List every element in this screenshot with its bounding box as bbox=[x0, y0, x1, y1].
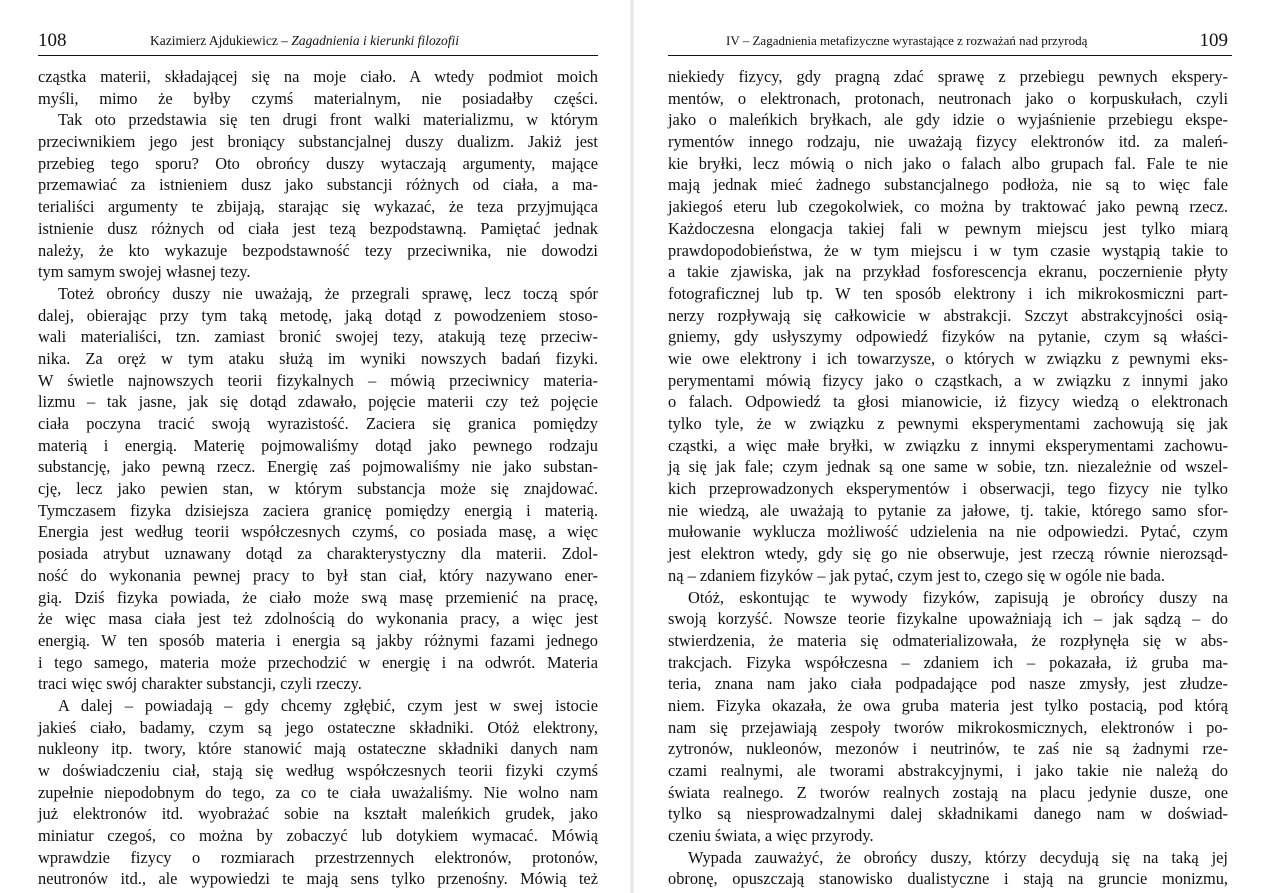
text-line: nam się przejawiają zespoły tworów mikrokosmicznych, elektronów i po- bbox=[668, 717, 1228, 737]
left-body-text bbox=[38, 66, 598, 890]
left-page-number: 108 bbox=[38, 30, 67, 51]
text-line: świata realnego. Z tworów realnych zostają na placu jedynie dusze, one bbox=[668, 782, 1228, 802]
text-line: swoją korzyść. Nowsze teorie fizykalne upoważniają ich – jak sądzą – do bbox=[668, 609, 1228, 629]
text-line: teria, znana nam jako ciała podpadające pod nasze zmysły, jest złudze- bbox=[668, 674, 1228, 694]
text-line: wali materialiści, tzn. zamiast bronić swojej tezy, atakują tezę przeciw- bbox=[38, 327, 598, 347]
text-line: terialiści argumenty te zbijają, starając się wykazać, że teza przyjmująca bbox=[38, 197, 598, 217]
book-gutter bbox=[630, 0, 634, 893]
text-line: perymentami mówią fizycy jako o cząstkach, a w związku z innymi jako bbox=[668, 370, 1228, 390]
text-line: przeciwnikiem jego jest broniący substancjalnej duszy dualizm. Jakiż jest bbox=[38, 132, 598, 152]
header-author: Kazimierz Ajdukiewicz – bbox=[150, 33, 292, 48]
text-line: kie bryłki, lecz mówią o nich jako o falach albo grupach fal. Fale te nie bbox=[668, 153, 1228, 173]
text-line: W świetle najnowszych teorii fizykalnych – mówią przeciwnicy materia- bbox=[38, 370, 598, 390]
text-line: kich przeprowadzonych eksperymentów i obserwacji, tego fizycy nie tylko bbox=[668, 479, 1228, 499]
text-line: neutronów itd., ale wypowiedzi te mają sens tylko przenośny. Mówią też bbox=[38, 869, 598, 889]
text-line: czeniu świata, a więc przyrody. bbox=[668, 826, 874, 846]
text-line: myśli, mimo że byłby czymś materialnym, nie posiadałby części. bbox=[38, 88, 598, 108]
text-line: Otóż, eskontując te wywody fizyków, zapisują je obrońcy duszy na bbox=[688, 587, 1228, 607]
text-line: niem. Fizyka okazała, że owa gruba materia jest tylko postacią, pod którą bbox=[668, 695, 1228, 715]
text-line: Energia jest według teorii współczesnych czymś, co posiada masę, a więc bbox=[38, 522, 598, 542]
text-line: Tymczasem fizyka dzisiejsza zaciera granicę pomiędzy energią i materią. bbox=[38, 500, 598, 520]
text-line: mułowanie wyklucza możliwość udzielenia na nie odpowiedzi. Pytać, czym bbox=[668, 522, 1228, 542]
text-line: przemawiać za istnieniem dusz jako substancji różnych od ciała, a ma- bbox=[38, 175, 598, 195]
text-line: ciała poczyna tracić swoją wyrazistość. Zaciera się granica pomiędzy bbox=[38, 414, 598, 433]
text-line: fotograficznej lub tp. W ten sposób elektrony i ich mikrokosmiczni part- bbox=[668, 283, 1228, 303]
text-line: gią. Dziś fizyka powiada, że ciało może swą masę przemienić na pracę, bbox=[38, 587, 598, 607]
text-line: gniemy, gdy usłyszymy odpowiedź fizyków na pytanie, czym są właści- bbox=[668, 327, 1228, 347]
text-line: już elektronów itd. wyobrażać sobie na kształt maleńkich grudek, jako bbox=[38, 804, 598, 824]
text-line: i tego samego, materia może przechodzić w energię i na odwrót. Materia bbox=[38, 652, 598, 672]
text-line: rymentów innego rodzaju, nie uważają fizycy elektronów itd. za maleń- bbox=[668, 132, 1228, 152]
left-header-rule bbox=[38, 55, 598, 56]
text-line: miniatur czegoś, co można by zobaczyć lub dotykiem wymacać. Mówią bbox=[38, 826, 598, 846]
text-line: mentów, o elektronach, protonach, neutronach jako o korpuskułach, czyli bbox=[668, 88, 1228, 108]
text-line: materią i energią. Materię pojmowaliśmy dotąd jako pewnego rodzaju bbox=[38, 435, 598, 455]
text-line: mają jednak mieć żadnego substancjalnego podłoża, nie są to więc fale bbox=[668, 175, 1228, 195]
text-line: istnienie dusz różnych od ciała jest tezą bezpodstawną. Pamiętać jednak bbox=[38, 218, 598, 238]
text-line: tym samym swojej własnej tezy. bbox=[38, 262, 251, 282]
text-line: niekiedy fizycy, gdy pragną zdać sprawę z przebiegu pewnych ekspery- bbox=[668, 67, 1228, 86]
text-line: a takie zjawiska, jak na przykład fosforescencja ekranu, poczernienie płyty bbox=[668, 262, 1228, 282]
text-line: ną – zdaniem fizyków – jak pytać, czym jest to, czego się w ogóle nie bada. bbox=[668, 565, 1166, 585]
text-line: jako o maleńkich bryłkach, ale gdy idzie o wyjaśnienie przebiegu ekspe- bbox=[668, 110, 1228, 130]
right-header-text: IV – Zagadnienia metafizyczne wyrastające z rozważań nad przyrodą bbox=[726, 33, 1088, 48]
text-line: nie wiedzą, ale uważają to pytanie za jałowe, tj. takie, którego samo sfor- bbox=[668, 500, 1228, 520]
text-line: traci więc swój charakter substancji, czyli rzeczy. bbox=[38, 674, 362, 694]
right-page-number: 109 bbox=[1199, 30, 1228, 51]
right-running-head bbox=[668, 27, 1228, 55]
text-line: Toteż obrońcy duszy nie uważają, że przegrali sprawę, lecz toczą spór bbox=[58, 283, 598, 303]
text-line: czami realnymi, ale tworami abstrakcyjnymi, i jako takie nie należą do bbox=[668, 761, 1228, 780]
text-line: przebieg tego sporu? Oto obrońcy duszy wytaczają argumenty, mające bbox=[38, 153, 598, 173]
text-line: wprawdzie fizycy o rozmiarach przestrzennych elektronów, protonów, bbox=[38, 847, 598, 867]
text-line: zupełnie niepodobnym do tego, za co te ciała uważaliśmy. Nie wolno nam bbox=[38, 782, 598, 802]
text-line: wie owe elektrony i ich towarzysze, o których w związku z pewnymi eks- bbox=[668, 348, 1228, 368]
text-line: należy, że kto wykazuje bezpodstawność tezy przeciwnika, nie dowodzi bbox=[38, 240, 598, 260]
right-header-rule bbox=[668, 55, 1232, 56]
text-line: cząstka materii, składającej się na moje ciało. A wtedy podmiot moich bbox=[38, 67, 598, 86]
text-line: że więc masa ciała jest też zdolnością do wykonania pracy, a więc jest bbox=[38, 609, 598, 629]
text-line: Każdoczesna elongacja takiej fali w pewnym miejscu jest tylko miarą bbox=[668, 218, 1228, 238]
text-line: dalej, obierając przy tym taką metodę, jaką dotąd z powodzeniem stoso- bbox=[38, 305, 598, 325]
left-running-head bbox=[38, 27, 598, 55]
text-line: jest elektron wtedy, gdy się go nie obserwuje, jest rzeczą równie nierozsąd- bbox=[668, 544, 1228, 564]
text-line: trakcjach. Fizyka współczesna – zdaniem ich – pokazała, iż gruba ma- bbox=[668, 652, 1228, 672]
text-line: ność do wykonania pewnej pracy to był stan ciał, który nazywano ener- bbox=[38, 565, 598, 585]
text-line: o falach. Odpowiedź ta głosi mianowicie, iż fizycy wiedzą o elektronach bbox=[668, 392, 1228, 412]
text-line: cząstki, a więc małe bryłki, w związku z innymi eksperymentami zachowu- bbox=[668, 435, 1228, 455]
text-line: zytronów, nukleonów, mezonów i neutrinów, te zaś nie są żadnymi rze- bbox=[668, 739, 1228, 759]
text-line: tylko są niesprowadzalnymi dalej składnikami danego nam w doświad- bbox=[668, 804, 1228, 824]
text-line: jakiegoś eteru lub czegokolwiek, co można by traktować jako pewną rzecz. bbox=[668, 197, 1228, 217]
text-line: nerzy rozpływają się całkowicie w abstrakcji. Szczyt abstrakcyjności osią- bbox=[668, 305, 1228, 325]
text-line: nukleony itp. twory, które stanowić mają ostateczne składniki danych nam bbox=[38, 739, 598, 759]
text-line: tylko tyle, że w związku z pewnymi eksperymentami zachowują się jak bbox=[668, 414, 1228, 433]
text-line: stwierdzenia, że materia się odmaterializowała, że rozpłynęła się w abs- bbox=[668, 630, 1228, 650]
text-line: energią. W ten sposób materia i energia są jakby różnymi fazami jednego bbox=[38, 630, 598, 650]
text-line: obronę, opuszczają stanowisko dualistyczne i stają na gruncie monizmu, bbox=[668, 869, 1228, 889]
text-line: ją się jak fale; czym jednak są one same w sobie, tzn. niezależnie od wszel- bbox=[668, 457, 1228, 477]
text-line: cję, lecz jako pewien stan, w którym substancja może się znajdować. bbox=[38, 479, 598, 499]
right-page bbox=[668, 0, 1228, 893]
text-line: nika. Za oręż w tym ataku służą im wyniki nowszych badań fizyki. bbox=[38, 348, 598, 368]
header-book-title: Zagadnienia i kierunki filozofii bbox=[291, 33, 459, 48]
text-line: posiada atrybut uznawany dotąd za charakterystyczny dla materii. Zdol- bbox=[38, 544, 598, 564]
text-line: lizmu – tak jasne, jak się dotąd zdawało, pojęcie materii czy też pojęcie bbox=[38, 392, 598, 412]
left-header-text bbox=[150, 27, 459, 55]
left-page bbox=[38, 0, 598, 893]
text-line: jakieś ciało, badamy, czym są jego ostateczne składniki. Otóż elektrony, bbox=[38, 717, 598, 737]
text-line: w doświadczeniu ciał, stają się według współczesnych teorii fizyki czymś bbox=[38, 761, 598, 780]
text-line: Wypada zauważyć, że obrońcy duszy, którzy decydują się na taką jej bbox=[688, 847, 1228, 867]
right-body-text bbox=[668, 66, 1228, 890]
text-line: prawdopodobieństwa, że w tym miejscu i w tym czasie wystąpią takie to bbox=[668, 240, 1228, 260]
text-line: A dalej – powiadają – gdy chcemy zgłębić, czym jest w swej istocie bbox=[58, 695, 598, 715]
text-line: Tak oto przedstawia się ten drugi front walki materializmu, w którym bbox=[58, 110, 598, 130]
text-line: substancję, jako pewną rzecz. Energię zaś pojmowaliśmy nie jako substan- bbox=[38, 457, 598, 477]
